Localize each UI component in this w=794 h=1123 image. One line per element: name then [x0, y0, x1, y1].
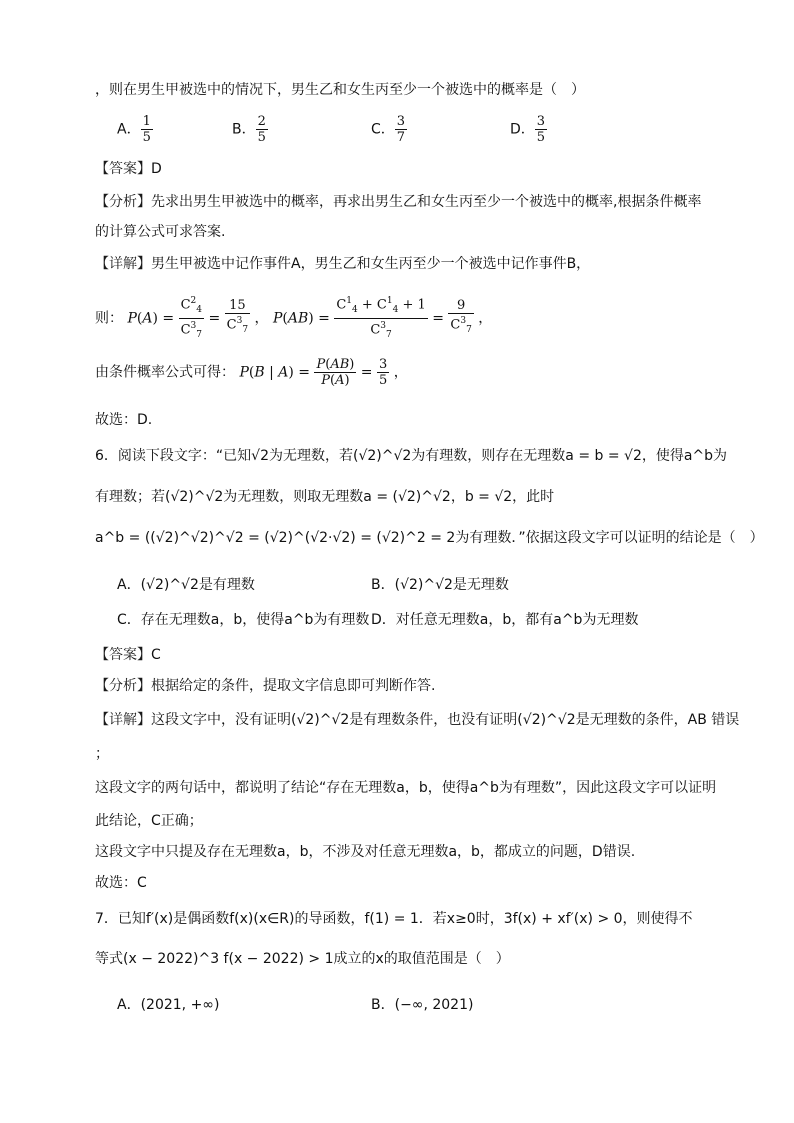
fraction: $\frac{2}{5}$ — [257, 114, 266, 145]
answer-value: C — [151, 647, 161, 663]
q6-detail-line-2: 这段文字的两句话中，都说明了结论“存在无理数a，b，使得a^b为有理数”，因此这段文字可以证明 — [95, 780, 717, 796]
q6-answer — [95, 645, 161, 665]
q7-option-a: A．(2021, +∞) — [117, 997, 220, 1013]
option-label: C． — [371, 121, 395, 138]
q6-detail-line-1: 【详解】这段文字中，没有证明(√2)^√2是有理数条件，也没有证明(√2)^√2是无理数的条件，AB 错误 — [95, 712, 740, 728]
answer-tag: 【答案】 — [95, 647, 151, 663]
fraction: $\frac{1}{5}$ — [142, 114, 151, 145]
q5-formula-conditional: 由条件概率公式可得： P(B | A) = $\frac{P(AB)}{P(A)}$ = $\frac{3}{5}$ ， — [95, 357, 408, 388]
q6-stem-line-2: 有理数；若(√2)^√2为无理数，则取无理数a = (√2)^√2，b = √2，此时 — [95, 489, 555, 505]
q5-stem-tail: ，则在男生甲被选中的情况下，男生乙和女生丙至少一个被选中的概率是（ ） — [95, 82, 585, 98]
q6-detail-line-4: 这段文字中只提及存在无理数a，b，不涉及对任意无理数a，b，都成立的问题，D错误. — [95, 844, 636, 860]
q6-option-b: B．(√2)^√2是无理数 — [371, 577, 509, 593]
q5-option-c — [371, 114, 407, 145]
q5-analysis-line-2: 的计算公式可求答案. — [95, 224, 226, 240]
option-label: B． — [232, 121, 256, 138]
q5-option-b — [232, 114, 268, 145]
q6-option-d: D．对任意无理数a，b，都有a^b为无理数 — [371, 612, 639, 628]
answer-value: D — [151, 161, 162, 177]
analysis-tag: 【分析】 — [95, 194, 151, 210]
option-label: D． — [510, 121, 535, 138]
q7-stem-line-1: 7．已知f′(x)是偶函数f(x)(x∈R)的导函数，f(1) = 1．若x≥0时，3f(x) + xf′(x) > 0，则使得不 — [95, 911, 693, 927]
q6-conclusion: 故选：C — [95, 875, 147, 891]
analysis-tag: 【分析】 — [95, 678, 151, 694]
q5-answer — [95, 159, 162, 179]
detail-tag: 【详解】 — [95, 712, 151, 728]
q5-analysis-line-1: 【分析】先求出男生甲被选中的概率，再求出男生乙和女生丙至少一个被选中的概率,根据条件概率 — [95, 194, 702, 210]
q6-stem-line-1: 6．阅读下段文字：“已知√2为无理数，若(√2)^√2为有理数，则存在无理数a = b = √2，使得a^b为 — [95, 448, 728, 464]
fraction: $\frac{3}{5}$ — [536, 114, 546, 145]
q6-option-c: C．存在无理数a，b，使得a^b为有理数 — [117, 612, 370, 628]
q5-detail-line-1: 【详解】男生甲被选中记作事件A，男生乙和女生丙至少一个被选中记作事件B， — [95, 256, 591, 272]
q6-option-a: A．(√2)^√2是有理数 — [117, 577, 255, 593]
option-label: A． — [117, 121, 141, 138]
q6-detail-line-1b: ； — [95, 746, 109, 762]
q7-stem-line-2: 等式(x − 2022)^3 f(x − 2022) > 1成立的x的取值范围是（ ） — [95, 951, 510, 967]
q5-option-a — [117, 114, 153, 145]
q6-analysis: 【分析】根据给定的条件，提取文字信息即可判断作答. — [95, 678, 436, 694]
answer-tag: 【答案】 — [95, 161, 151, 177]
q5-formula-probabilities: 则： P(A) = $\frac{C^2_4}{C^3_7}$ = $\frac{15}{C^3_7}$ ， P(AB) = $\frac{C^1_4 + C^1_4 + 1}{C^3_7}$ = $\frac{9}{C^3_7}$ ， — [95, 296, 493, 340]
fraction: $\frac{3}{7}$ — [396, 114, 406, 145]
q5-option-d — [510, 114, 547, 145]
q6-detail-line-3: 此结论，C正确； — [95, 813, 203, 829]
q7-option-b: B．(−∞, 2021) — [371, 997, 474, 1013]
q5-conclusion: 故选：D. — [95, 412, 153, 428]
detail-tag: 【详解】 — [95, 256, 151, 272]
q6-stem-line-3: a^b = ((√2)^√2)^√2 = (√2)^(√2·√2) = (√2)^2 = 2为有理数．”依据这段文字可以证明的结论是（ ） — [95, 530, 764, 546]
